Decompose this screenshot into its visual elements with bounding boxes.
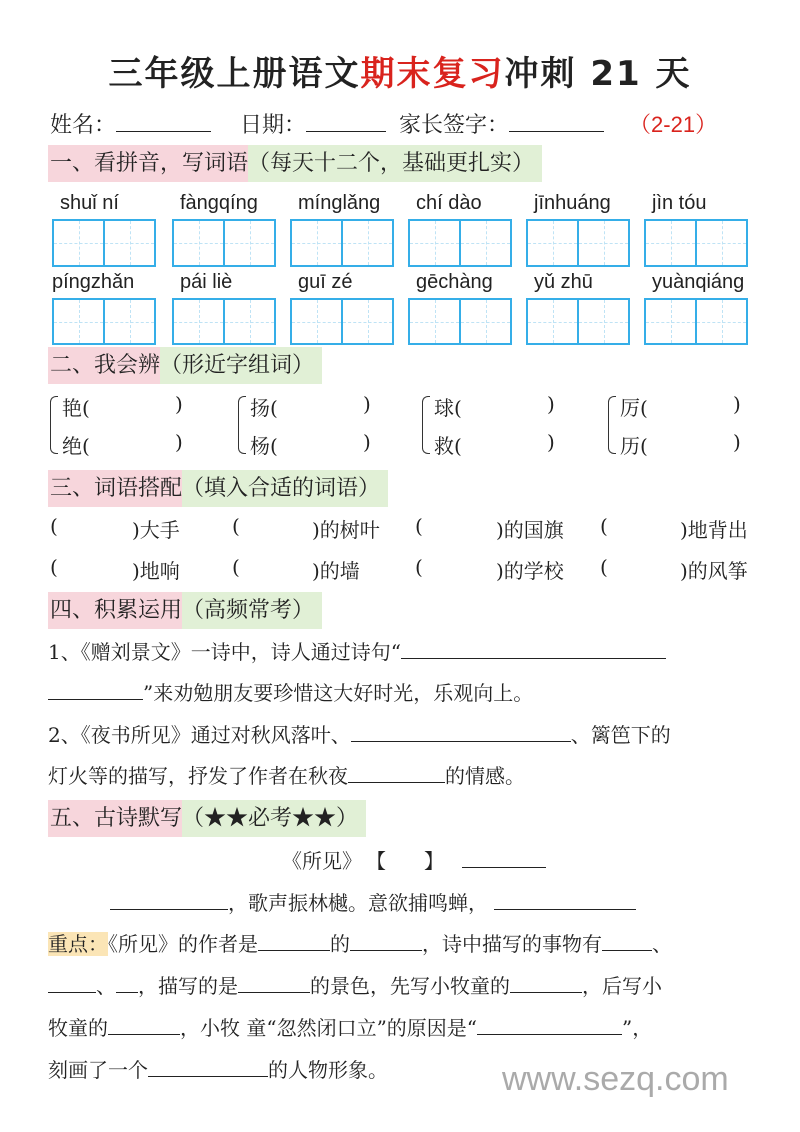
tianzige-cell[interactable] [410, 300, 459, 343]
answer-blank[interactable] [48, 681, 143, 700]
poem-title-row [282, 845, 546, 874]
key-text: ，诗中描写的事物有 [422, 932, 602, 956]
pinyin-label: shuǐ ní [60, 192, 119, 214]
close-paren: ) [547, 392, 555, 416]
answer-blank[interactable] [258, 932, 330, 951]
tianzige-box[interactable] [52, 219, 156, 267]
bracket-close: 】 [424, 849, 444, 873]
answer-blank[interactable] [148, 1058, 268, 1077]
pinyin-label: jìn tóu [652, 192, 707, 214]
answer-blank[interactable] [477, 1016, 622, 1035]
tianzige-cell[interactable] [577, 221, 628, 265]
pinyin-label: gēchàng [416, 271, 493, 293]
key-point-label: 重点： [48, 932, 108, 956]
pinyin-label: guī zé [298, 271, 353, 293]
key-text: ”， [622, 1016, 653, 1040]
section-note: （填入合适的词语） [182, 470, 388, 507]
section-note: （每天十二个，基础更扎实） [248, 145, 542, 182]
answer-blank[interactable] [401, 640, 666, 659]
pinyin-label: yuànqiáng [652, 271, 745, 293]
poem-line [110, 887, 636, 916]
tianzige-cell[interactable] [646, 300, 695, 343]
tianzige-cell[interactable] [459, 300, 510, 343]
answer-blank[interactable] [116, 974, 138, 993]
q2-text-end: 的情感。 [445, 764, 525, 788]
close-paren: ) [175, 430, 183, 454]
key-point-line1 [48, 928, 672, 957]
char-pair-group [608, 390, 748, 460]
close-paren: ) [175, 392, 183, 416]
poem-text: ，歌声振林樾。意欲捕鸣蝉， [228, 891, 488, 915]
char-label: 救( [434, 434, 462, 458]
phrase-suffix: )地背出 [680, 518, 748, 542]
poem-title: 《所见》 [282, 849, 362, 873]
tianzige-cell[interactable] [646, 221, 695, 265]
char-label: 杨( [250, 434, 278, 458]
answer-blank[interactable] [242, 514, 310, 538]
close-paren: ) [733, 430, 741, 454]
open-paren: ( [415, 514, 423, 538]
pinyin-label: fàngqíng [180, 192, 258, 214]
key-text: 《所见》的作者是 [108, 932, 258, 956]
name-label: 姓名： [50, 113, 117, 138]
answer-blank[interactable] [610, 555, 678, 579]
answer-blank[interactable] [351, 723, 571, 742]
phrase-suffix: )的树叶 [312, 518, 380, 542]
section-title: 一、看拼音，写词语 [48, 145, 248, 182]
name-field[interactable] [116, 113, 211, 132]
tianzige-box[interactable] [172, 219, 276, 267]
section-2-header [48, 347, 322, 384]
tianzige-cell[interactable] [341, 300, 392, 343]
phrase-suffix: )的墙 [312, 559, 360, 583]
tianzige-box[interactable] [290, 219, 394, 267]
answer-blank[interactable] [494, 891, 636, 910]
key-text: 、 [96, 974, 116, 998]
phrase-suffix: )的风筝 [680, 559, 748, 583]
pinyin-label: píngzhǎn [52, 271, 135, 293]
tianzige-cell[interactable] [54, 221, 103, 265]
key-text: 的人物形象。 [268, 1058, 388, 1082]
open-paren: ( [415, 555, 423, 579]
char-pair-group [238, 390, 378, 460]
pinyin-label: chí dào [416, 192, 482, 214]
q2-text: 2、《夜书所见》通过对秋风落叶、 [48, 723, 351, 747]
pinyin-label: mínglǎng [298, 192, 381, 214]
brace-icon [422, 396, 430, 454]
tianzige-cell[interactable] [577, 300, 628, 343]
tianzige-cell[interactable] [695, 300, 746, 343]
answer-blank[interactable] [610, 514, 678, 538]
char-pair-group [422, 390, 562, 460]
key-text: ，小牧 童“忽然闭口立”的原因是“ [180, 1016, 478, 1040]
author-blank[interactable] [462, 849, 546, 868]
key-text: 、 [652, 932, 672, 956]
question-1-line1 [48, 636, 666, 665]
answer-blank[interactable] [60, 555, 130, 579]
tianzige-cell[interactable] [695, 221, 746, 265]
phrase-suffix: )地响 [132, 559, 180, 583]
open-paren: ( [600, 514, 608, 538]
section-5-header [48, 800, 366, 837]
brace-icon [50, 396, 58, 454]
section-note: （高频常考） [182, 592, 322, 629]
tianzige-cell[interactable] [410, 221, 459, 265]
tianzige-cell[interactable] [223, 300, 274, 343]
tianzige-box[interactable] [408, 219, 512, 267]
page-title [0, 46, 800, 95]
tianzige-cell[interactable] [223, 221, 274, 265]
section-1-header [48, 145, 542, 182]
title-part1: 三年级上册语文 [108, 54, 361, 94]
char-label: 扬( [250, 396, 278, 420]
key-text: 的 [330, 932, 350, 956]
answer-blank[interactable] [108, 1016, 180, 1035]
char-label: 艳( [62, 396, 90, 420]
section-3-header [48, 470, 388, 507]
brace-icon [608, 396, 616, 454]
tianzige-cell[interactable] [292, 221, 341, 265]
bracket-open: 【 [376, 849, 386, 873]
section-title: 二、我会辨 [48, 347, 160, 384]
key-point-line3 [48, 1012, 652, 1041]
section-4-header [48, 592, 322, 629]
q2-text-mid: 、篱笆下的 [570, 723, 671, 747]
answer-blank[interactable] [425, 555, 494, 579]
q2-text-2: 灯火等的描写，抒发了作者在秋夜 [48, 764, 348, 788]
answer-blank[interactable] [242, 555, 310, 579]
day-number: （2-21） [629, 112, 718, 137]
brace-icon [238, 396, 246, 454]
section-title: 三、词语搭配 [48, 470, 182, 507]
answer-blank[interactable] [238, 974, 310, 993]
answer-blank[interactable] [60, 514, 130, 538]
tianzige-cell[interactable] [174, 300, 223, 343]
answer-blank[interactable] [48, 974, 96, 993]
close-paren: ) [547, 430, 555, 454]
parent-signature-field[interactable] [509, 113, 604, 132]
char-label: 历( [620, 434, 648, 458]
key-text: 的景色，先写小牧童的 [310, 974, 510, 998]
answer-blank[interactable] [110, 891, 228, 910]
title-part3: 冲刺 21 天 [504, 54, 692, 94]
tianzige-box[interactable] [290, 298, 394, 345]
char-label: 球( [434, 396, 462, 420]
char-label: 绝( [62, 434, 90, 458]
key-point-line2 [48, 970, 662, 999]
answer-blank[interactable] [350, 932, 422, 951]
key-text: ，描写的是 [138, 974, 238, 998]
answer-blank[interactable] [510, 974, 582, 993]
tianzige-box[interactable] [408, 298, 512, 345]
q1-text-end: ”来劝勉朋友要珍惜这大好时光，乐观向上。 [143, 681, 534, 705]
tianzige-box[interactable] [644, 219, 748, 267]
date-label: 日期： [240, 113, 307, 138]
tianzige-cell[interactable] [341, 221, 392, 265]
key-text: ，后写小 [582, 974, 662, 998]
tianzige-box[interactable] [172, 298, 276, 345]
phrase-suffix: )大手 [132, 518, 180, 542]
tianzige-cell[interactable] [292, 300, 341, 343]
close-paren: ) [733, 392, 741, 416]
section-title: 五、古诗默写 [48, 800, 182, 837]
close-paren: ) [363, 430, 371, 454]
section-note: （★★必考★★） [182, 800, 366, 837]
parent-signature-label: 家长签字： [399, 113, 510, 138]
section-title: 四、积累运用 [48, 592, 182, 629]
open-paren: ( [600, 555, 608, 579]
question-2-line2 [48, 760, 525, 789]
section-note: （形近字组词） [160, 347, 322, 384]
pinyin-label: pái liè [180, 271, 233, 293]
key-text: 刻画了一个 [48, 1058, 148, 1082]
tianzige-box[interactable] [526, 298, 630, 345]
q1-text: 1、《赠刘景文》一诗中，诗人通过诗句“ [48, 640, 401, 664]
info-row [50, 108, 717, 139]
answer-blank[interactable] [425, 514, 494, 538]
phrase-suffix: )的国旗 [496, 518, 564, 542]
question-1-line2 [48, 677, 533, 706]
date-field[interactable] [306, 113, 386, 132]
tianzige-cell[interactable] [103, 221, 154, 265]
open-paren: ( [50, 555, 58, 579]
char-pair-group [50, 390, 190, 460]
key-text: 牧童的 [48, 1016, 108, 1040]
open-paren: ( [50, 514, 58, 538]
answer-blank[interactable] [602, 932, 652, 951]
tianzige-box[interactable] [526, 219, 630, 267]
tianzige-box[interactable] [644, 298, 748, 345]
tianzige-cell[interactable] [103, 300, 154, 343]
watermark: www.sezq.com [502, 1060, 729, 1098]
question-2-line1 [48, 719, 671, 748]
title-highlight: 期末复习 [360, 54, 505, 94]
tianzige-cell[interactable] [528, 300, 577, 343]
pinyin-label: jīnhuáng [534, 192, 611, 214]
close-paren: ) [363, 392, 371, 416]
tianzige-cell[interactable] [459, 221, 510, 265]
tianzige-cell[interactable] [528, 221, 577, 265]
open-paren: ( [232, 555, 240, 579]
open-paren: ( [232, 514, 240, 538]
answer-blank[interactable] [348, 764, 445, 783]
tianzige-box[interactable] [52, 298, 156, 345]
tianzige-cell[interactable] [54, 300, 103, 343]
pinyin-label: yǔ zhū [534, 271, 593, 293]
char-label: 厉( [620, 396, 648, 420]
key-point-line4 [48, 1054, 388, 1083]
tianzige-cell[interactable] [174, 221, 223, 265]
phrase-suffix: )的学校 [496, 559, 564, 583]
